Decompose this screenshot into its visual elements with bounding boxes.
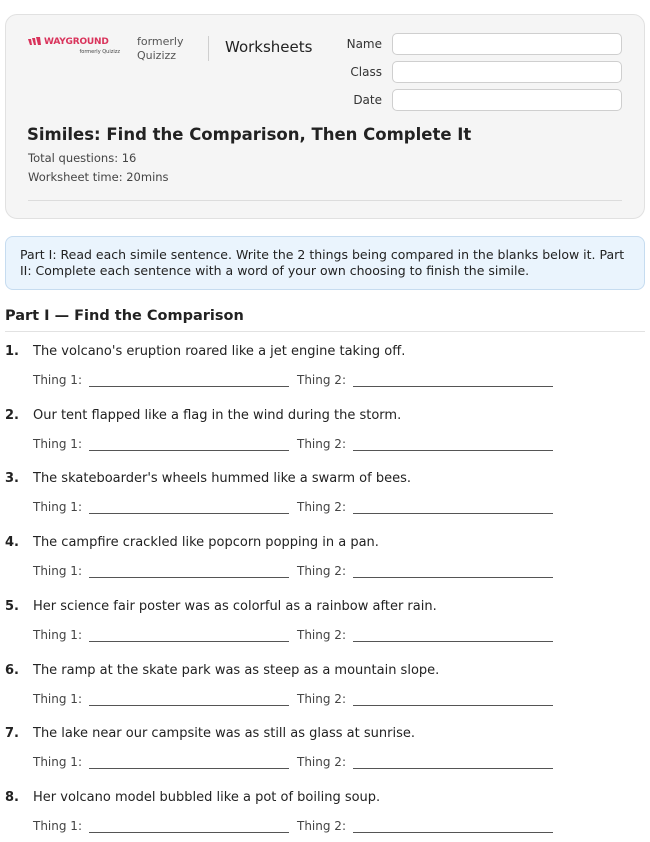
question-number: 4.	[5, 535, 19, 551]
thing-2-blank[interactable]	[353, 386, 553, 387]
answer-row	[33, 692, 593, 708]
date-label: Date	[353, 93, 382, 107]
thing-2-blank[interactable]	[353, 768, 553, 769]
question-text: Her science fair poster was as colorful as a rainbow after rain.	[33, 598, 437, 614]
answer-row	[33, 564, 593, 580]
question-number: 1.	[5, 344, 19, 359]
worksheet-title: Similes: Find the Comparison, Then Complete It	[27, 125, 472, 144]
header-rule	[28, 200, 622, 201]
thing-2-blank[interactable]	[353, 577, 553, 578]
thing-2-label: Thing 2:	[297, 755, 346, 770]
question-number: 7.	[5, 726, 19, 742]
thing-1-label: Thing 1:	[33, 500, 82, 515]
thing-2-label: Thing 2:	[297, 818, 346, 833]
name-label: Name	[346, 37, 382, 51]
thing-2-label: Thing 2:	[297, 373, 346, 387]
question-item	[5, 663, 645, 723]
thing-2-label: Thing 2:	[297, 691, 346, 706]
thing-2-label: Thing 2:	[297, 436, 346, 451]
answer-row	[33, 819, 593, 835]
answer-row	[33, 628, 593, 644]
thing-1-blank[interactable]	[89, 386, 289, 387]
answer-row	[33, 373, 593, 389]
question-item	[5, 471, 645, 531]
thing-2-label: Thing 2:	[297, 627, 346, 642]
total-questions: Total questions: 16	[28, 151, 137, 165]
question-item	[5, 726, 645, 786]
question-text: Her volcano model bubbled like a pot of boiling soup.	[33, 789, 381, 805]
question-item	[5, 344, 645, 404]
question-number: 3.	[5, 471, 19, 487]
question-number: 5.	[5, 598, 19, 614]
thing-1-blank[interactable]	[89, 450, 289, 451]
question-text: The campfire crackled like popcorn popping in a pan.	[33, 535, 379, 551]
thing-1-label: Thing 1:	[33, 818, 82, 833]
thing-2-blank[interactable]	[353, 705, 553, 706]
thing-2-label: Thing 2:	[297, 564, 346, 579]
thing-1-label: Thing 1:	[33, 436, 82, 451]
thing-1-label: Thing 1:	[33, 691, 82, 706]
question-number: 8.	[5, 789, 19, 805]
question-text: The ramp at the skate park was as steep as a mountain slope.	[33, 662, 440, 678]
thing-1-blank[interactable]	[89, 577, 289, 578]
question-text: The skateboarder's wheels hummed like a swarm of bees.	[33, 471, 411, 487]
instructions-box: Part I: Read each simile sentence. Write the 2 things being compared in the blanks below it. Part II: Complete each sentence with a word of your own choosing to finish the simile.	[5, 236, 645, 290]
thing-2-label: Thing 2:	[297, 500, 346, 515]
question-item	[5, 535, 645, 595]
thing-2-blank[interactable]	[353, 641, 553, 642]
class-field[interactable]	[392, 61, 622, 83]
answer-row	[33, 500, 593, 516]
question-text: Our tent flapped like a flag in the wind during the storm.	[33, 407, 402, 423]
thing-2-blank[interactable]	[353, 513, 553, 514]
section-label: Worksheets	[225, 38, 313, 56]
question-text: The lake near our campsite was as still as glass at sunrise.	[33, 726, 415, 742]
header-divider	[208, 36, 209, 61]
formerly-line-1: formerly	[137, 35, 184, 48]
date-field[interactable]	[392, 89, 622, 111]
thing-1-label: Thing 1:	[33, 373, 82, 387]
thing-1-blank[interactable]	[89, 513, 289, 514]
thing-1-blank[interactable]	[89, 768, 289, 769]
part-1-heading: Part I — Find the Comparison	[5, 308, 244, 324]
brand-subtitle: formerly Quizizz	[79, 49, 120, 55]
question-text: The volcano's eruption roared like a jet engine taking off.	[33, 344, 406, 359]
class-label: Class	[350, 65, 382, 79]
name-field[interactable]	[392, 33, 622, 55]
brand-logo	[28, 36, 120, 55]
thing-1-label: Thing 1:	[33, 627, 82, 642]
worksheet-time: Worksheet time: 20mins	[28, 170, 169, 184]
question-item	[5, 790, 645, 842]
wayground-logo-icon	[28, 37, 42, 47]
formerly-note	[137, 35, 184, 63]
part-1-rule	[5, 331, 645, 332]
thing-1-label: Thing 1:	[33, 755, 82, 770]
formerly-line-2: Quizizz	[137, 49, 177, 62]
answer-row	[33, 755, 593, 771]
thing-1-blank[interactable]	[89, 832, 289, 833]
thing-1-label: Thing 1:	[33, 564, 82, 579]
answer-row	[33, 437, 593, 453]
question-number: 6.	[5, 662, 19, 678]
thing-2-blank[interactable]	[353, 832, 553, 833]
question-number: 2.	[5, 407, 19, 423]
question-item	[5, 599, 645, 659]
brand-name: WAYGROUND	[44, 37, 109, 47]
thing-1-blank[interactable]	[89, 705, 289, 706]
thing-1-blank[interactable]	[89, 641, 289, 642]
question-item	[5, 408, 645, 468]
thing-2-blank[interactable]	[353, 450, 553, 451]
